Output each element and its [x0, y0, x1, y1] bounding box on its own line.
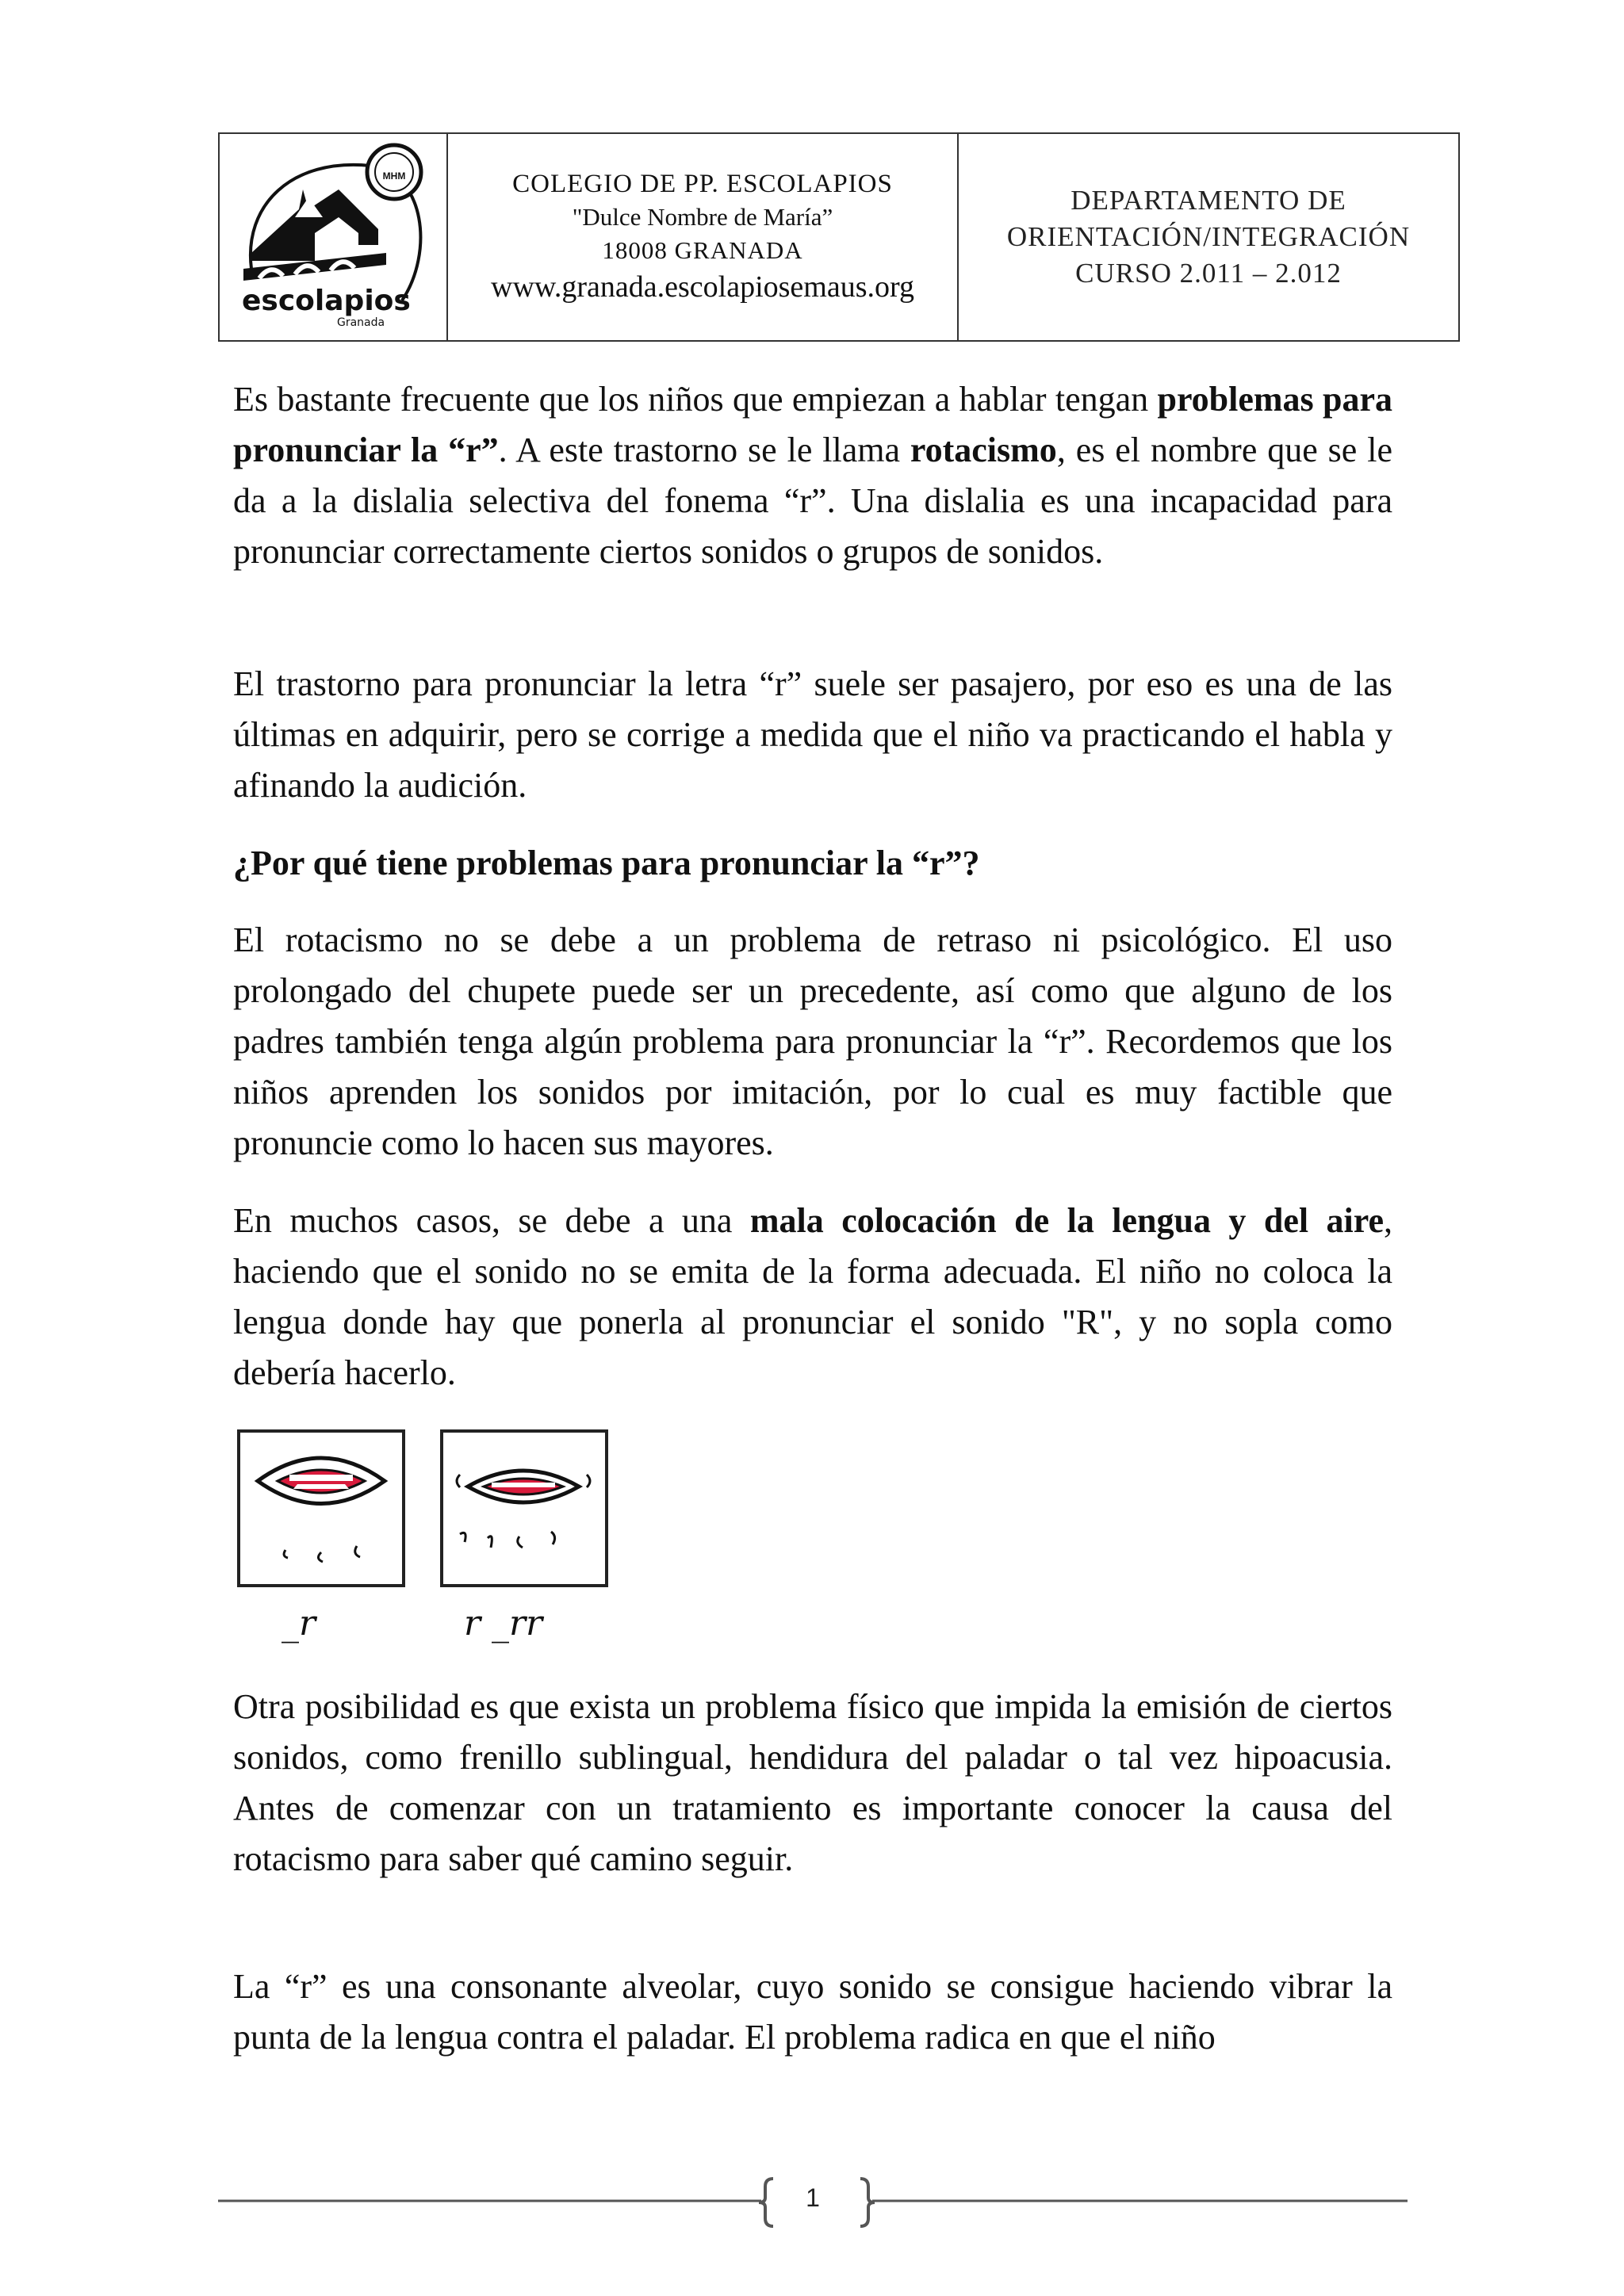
mouth-vibrating-panel [442, 1431, 607, 1586]
logo-brand-text: escolapios [242, 285, 411, 317]
section-heading: ¿Por qué tiene problemas para pronunciar la “r”? [233, 844, 980, 882]
p5-text: Otra posibilidad es que exista un problema físico que impida la emisión de ciertos sonidos, como frenillo sublingual, hendidura del paladar o tal vez hipoacusia. Antes de comenzar con un tratamiento es importante conocer la causa del rotacismo para saber qué camino seguir. [233, 1687, 1392, 1878]
p3-text: El rotacismo no se debe a un problema de retraso ni psicológico. El uso prolongado del chupete puede ser un precedente, así como que alguno de los padres también tenga algún problema para pronunciar la “r”. Recordemos que los niños aprenden los sonidos por imitación, por lo cual es muy factible que pronuncie como lo hacen sus mayores. [233, 920, 1392, 1162]
school-info-cell [448, 134, 959, 340]
paragraph-3 [233, 915, 1392, 1169]
school-subtitle: "Dulce Nombre de María” [572, 203, 833, 231]
mouth-closed-panel [239, 1431, 404, 1586]
p1-bold-problem: problemas para pronunciar la “r” [233, 380, 1392, 469]
p1-text-e: , es el nombre que se le da a la dislalia selectiva del fonema “r”. Una dislalia es una incapacidad para pronunciar correctamente ciertos sonidos o grupos de sonidos. [233, 430, 1392, 571]
department-cell [959, 134, 1458, 340]
paragraph-2 [233, 659, 1392, 811]
school-logo [220, 134, 445, 340]
seal-text: MHM [382, 170, 406, 182]
p4-text-c: , haciendo que el sonido no se emita de la forma adecuada. El niño no coloca la lengua donde hay que ponerla al pronunciar el sonido "R", y no sopla como debería hacerlo. [233, 1201, 1392, 1392]
paragraph-4 [233, 1196, 1392, 1399]
mouth-illustration [234, 1427, 615, 1653]
p1-text-c: . A este trastorno se le llama [498, 430, 910, 469]
department-line-1: DEPARTAMENTO DE [1071, 185, 1346, 216]
department-line-2: ORIENTACIÓN/INTEGRACIÓN [1006, 221, 1411, 252]
logo-cell [220, 134, 448, 340]
school-website: www.granada.escolapiosemaus.org [491, 270, 914, 304]
p4-text-a: En muchos casos, se debe a una [233, 1201, 750, 1240]
p2-text: El trastorno para pronunciar la letra “r” suele ser pasajero, por eso es una de las últimas en adquirir, pero se corrige a medida que el niño va practicando el habla y afinando la audición. [233, 664, 1392, 805]
page-number: 1 [806, 2183, 820, 2212]
header-table [218, 132, 1460, 342]
p1-text-a: Es bastante frecuente que los niños que empiezan a hablar tengan [233, 380, 1158, 419]
course-year: CURSO 2.011 – 2.012 [1075, 258, 1342, 289]
logo-brand-subtext: Granada [337, 316, 385, 329]
figure-label-left: _r [282, 1603, 316, 1644]
paragraph-1 [233, 374, 1392, 577]
paragraph-5 [233, 1682, 1392, 1885]
figure-label-right: r _rr [464, 1603, 543, 1644]
p6-text: La “r” es una consonante alveolar, cuyo sonido se consigue haciendo vibrar la punta de la lengua contra el paladar. El problema radica en que el niño [233, 1967, 1392, 2057]
school-address: 18008 GRANADA [602, 236, 803, 264]
school-name: COLEGIO DE PP. ESCOLAPIOS [512, 170, 893, 198]
p1-bold-rotacismo: rotacismo [910, 430, 1057, 469]
p4-bold-cause: mala colocación de la lengua y del aire [749, 1201, 1384, 1240]
paragraph-6 [233, 1961, 1392, 2063]
